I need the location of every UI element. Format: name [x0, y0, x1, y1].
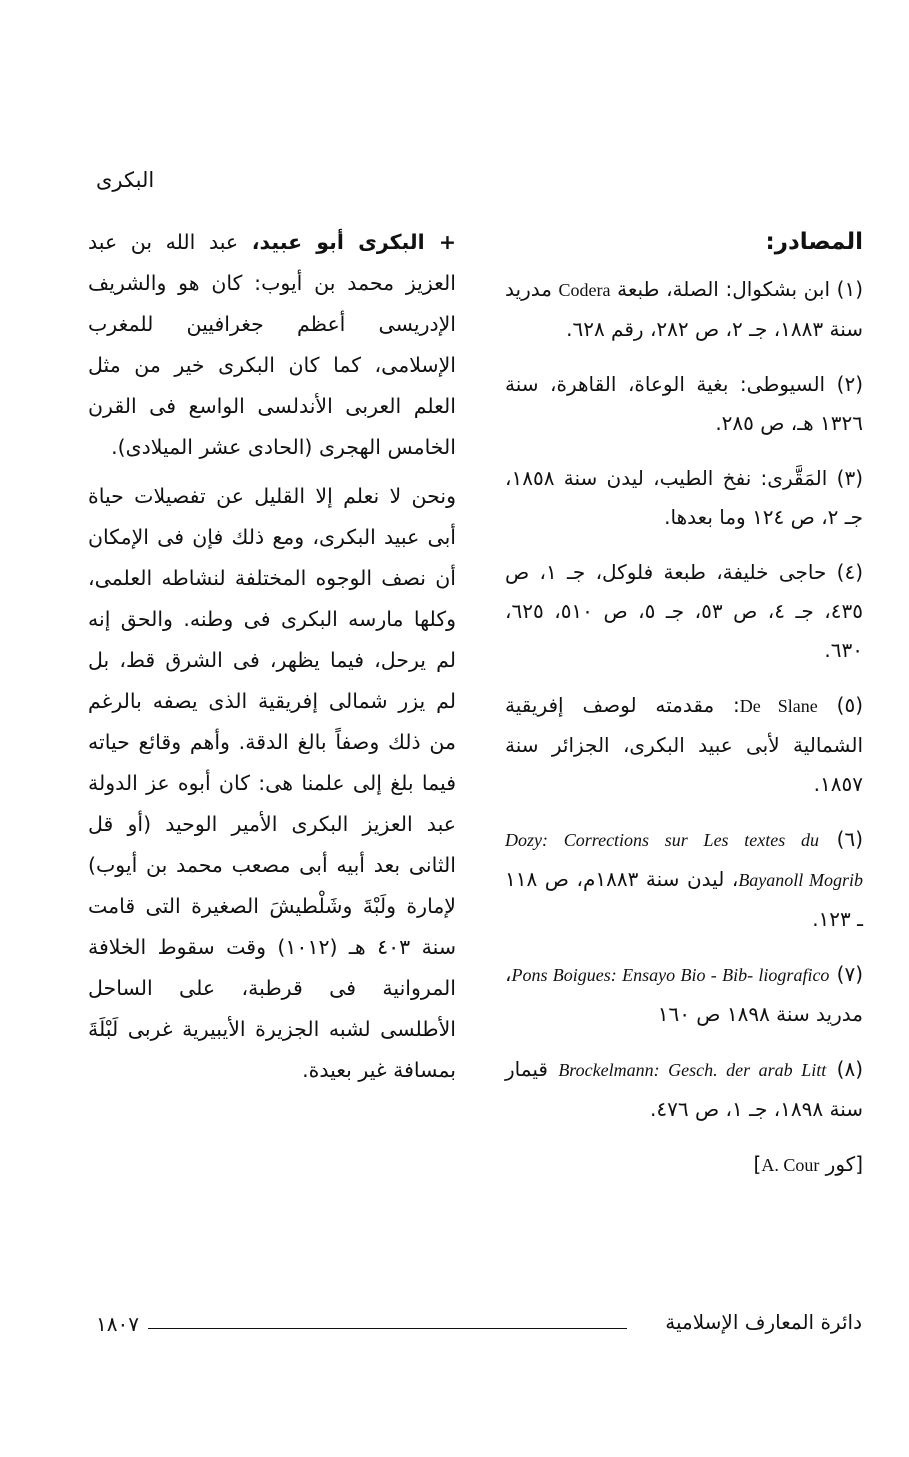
source-text: (٤) حاجى خليفة، طبعة فلوكل، جـ ١، ص ٤٣٥، جـ ٤، ص ٥٣، جـ ٥، ص ٥١٠، ٦٢٥، ٦٣٠.: [505, 560, 864, 662]
source-text: (٢) السيوطى: بغية الوعاة، القاهرة، سنة ١٣٢٦ هـ، ص ٢٨٥.: [505, 372, 863, 435]
sources-column: [505, 222, 863, 1184]
signature-close: ]: [753, 1152, 762, 1176]
source-item-4: [505, 553, 863, 670]
source-item-7: [505, 955, 863, 1034]
source-text: (١) ابن بشكوال: الصلة، طبعة: [610, 277, 863, 301]
source-text: (٧): [829, 962, 863, 986]
author-signature: [505, 1145, 863, 1184]
source-text: (٨): [826, 1057, 863, 1081]
source-item-5: [505, 686, 863, 804]
paragraph-text: عبد الله بن عبد العزيز محمد بن أيوب: كان هو والشريف الإدريسى أعظم جغرافيين للمغرب الإسلامى، كما كان البكرى خير من مثل العلم العربى الأندلسى الواسع فى القرن الخامس الهجرى (الحادى عشر الميلادى).: [88, 230, 456, 459]
journal-title: دائرة المعارف الإسلامية: [665, 1310, 862, 1334]
signature-open: [كور: [819, 1152, 863, 1176]
source-item-1: [505, 270, 863, 349]
article-paragraph-1: [88, 222, 456, 468]
source-latin: Pons Boigues: Ensayo Bio - Bib- liografico: [511, 965, 830, 985]
source-latin: Brockelmann: Gesch. der arab Litt: [558, 1060, 827, 1080]
source-text: ، مدريد سنة ١٨٩٨ ص ١٦٠: [505, 962, 863, 1026]
article-paragraph-2: ونحن لا نعلم إلا القليل عن تفصيلات حياة أبى عبيد البكرى، ومع ذلك فإن فى الإمكان أن نصف الوجوه المختلفة لنشاطه العلمى، وكلها مارسه البكرى فى وطنه. والحق إنه لم يرحل، فيما يظهر، فى الشرق قط، بل لم يزر شمالى إفريقية الذى يصفه بالرغم من ذلك وصفاً بالغ الدقة. وأهم وقائع حياته فيما بلغ إلى علمنا هى: كان أبوه عز الدولة عبد العزيز البكرى الأمير الوحيد (أو قل الثانى بعد أبيه أبى مصعب محمد بن أيوب) لإمارة ولَبْةَ وشَلْطيشَ الصغيرة التى قامت سنة ٤٠٣ هـ (١٠١٢) وقت سقوط الخلافة المروانية فى قرطبة، على الساحل الأطلسى لشبه الجزيرة الأيبيرية غربى لَبْلَةَ بمسافة غير بعيدة.: [88, 484, 456, 1082]
source-item-2: [505, 365, 863, 443]
page-footer: [96, 1306, 862, 1346]
source-text: مدريد سنة ١٨٨٣، جـ ٢، ص ٢٨٢، رقم ٦٢٨.: [505, 277, 863, 341]
page-number: ١٨٠٧: [96, 1312, 139, 1336]
source-text: (٣) المَقَّرى: نفخ الطيب، ليدن سنة ١٨٥٨، جـ ٢، ص ١٢٤ وما بعدها.: [505, 466, 863, 529]
source-text: قيمار سنة ١٨٩٨، جـ ١، ص ٤٧٦.: [505, 1057, 863, 1121]
source-item-8: [505, 1050, 863, 1129]
source-item-6: [505, 820, 863, 939]
source-item-3: [505, 459, 863, 537]
source-latin: Dozy: Corrections sur Les textes du Bayanoll Mogrib: [505, 830, 863, 890]
sources-heading: المصادر:: [765, 229, 863, 255]
source-text: : مقدمته لوصف إفريقية الشمالية لأبى عبيد البكرى، الجزائر سنة ١٨٥٧.: [505, 693, 863, 796]
source-latin: Codera: [558, 280, 611, 300]
footer-rule: [148, 1328, 627, 1329]
source-text: (٦): [819, 827, 863, 851]
signature-latin: A. Cour: [761, 1155, 820, 1175]
running-head: البكرى: [96, 168, 155, 192]
source-text: (٥): [817, 693, 863, 717]
source-latin: De Slane: [739, 696, 818, 716]
entry-headword: + البكرى أبو عبيد،: [251, 230, 457, 254]
article-column: [88, 222, 456, 1099]
source-text: ، ليدن سنة ١٨٨٣م، ص ١١٨ ـ ١٢٣.: [505, 867, 863, 931]
